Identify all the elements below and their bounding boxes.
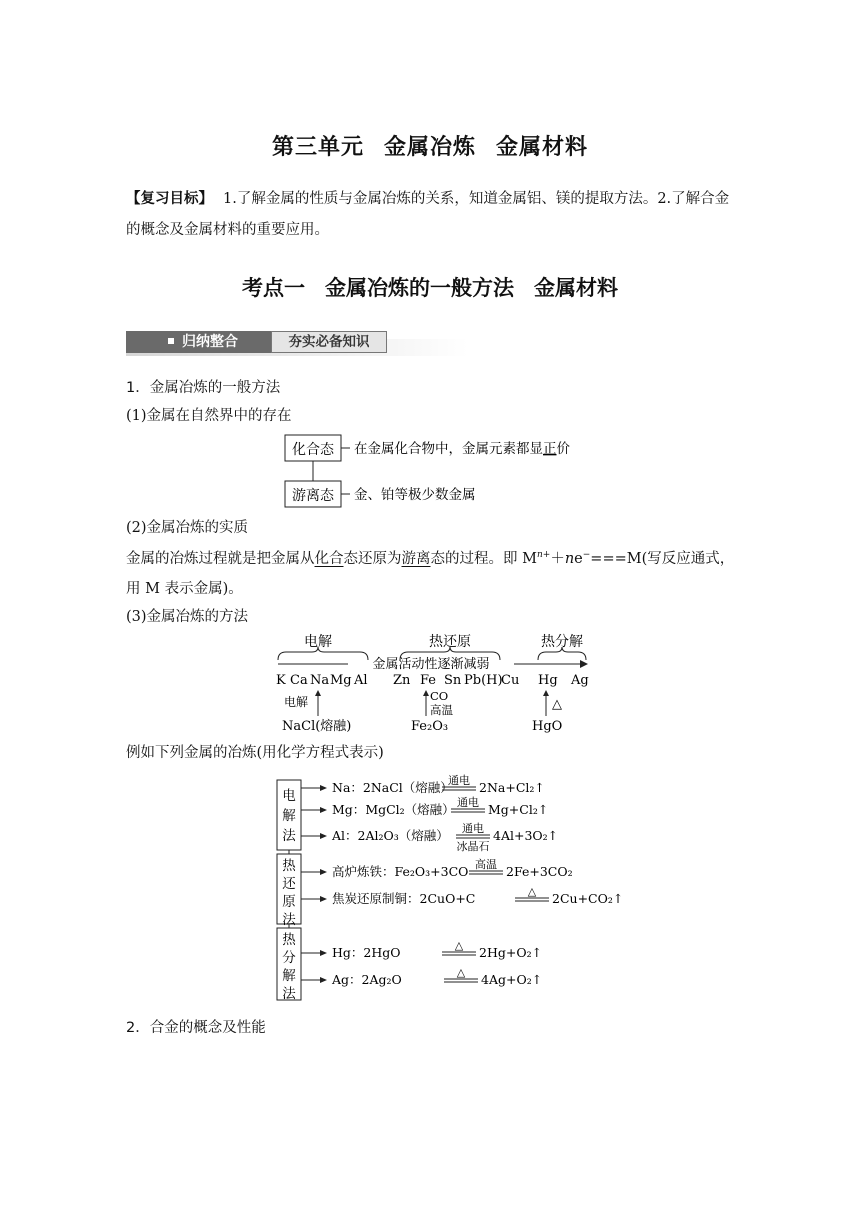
equation-right: 4Al+3O₂↑ (493, 828, 559, 843)
equation-right: 2Na+Cl₂↑ (479, 780, 545, 795)
title-part-1: 第三单元 (271, 135, 364, 160)
na-condition: 电解 (284, 695, 309, 709)
fe-reagent: CO (430, 689, 449, 703)
arrow-right-icon (320, 807, 327, 813)
equation-left: Ag：2Ag₂O (332, 972, 402, 987)
arrow-right-icon (320, 896, 327, 902)
banner-dark-label (126, 331, 271, 353)
group-label-thermal-decomposition: 热分解法 (282, 932, 296, 1002)
arrow-head-icon (580, 660, 588, 668)
smelting-methods-diagram (268, 630, 598, 736)
method-electrolysis: 电解 (304, 634, 332, 650)
page-title (0, 130, 860, 161)
equation-left: Hg：2HgO (332, 945, 401, 960)
review-goal-tag: 【复习目标】 (126, 191, 213, 207)
title-part-3: 金属材料 (496, 135, 589, 160)
summary-banner (126, 331, 468, 356)
subsection-2: (2)金属冶炼的实质 (126, 520, 249, 536)
condition-top: 通电 (448, 774, 470, 787)
equation-right: Mg+Cl₂↑ (488, 802, 549, 817)
condition-top: 通电 (457, 796, 479, 809)
arrow-right-icon (320, 950, 327, 956)
condition-top: △ (454, 939, 464, 952)
equation-left: Na：2NaCl（熔融） (332, 780, 453, 795)
section-heading-part-1: 考点一 (242, 276, 305, 300)
equation-right: 4Ag+O₂↑ (481, 972, 543, 987)
review-goal-text: 1.了解金属的性质与金属冶炼的关系，知道金属铝、镁的提取方法。2.了解合金的概念及金属材料的重要应用。 (126, 191, 730, 238)
arrow-up-icon (315, 690, 321, 696)
group-label-electrolysis: 电解法 (282, 788, 296, 844)
equation-rows (301, 773, 623, 987)
arrow-right-icon (320, 785, 327, 791)
keyword-free: 游离 (401, 550, 431, 567)
square-icon (168, 338, 174, 344)
section-heading-part-3: 金属材料 (534, 276, 618, 300)
arrow-up-icon (423, 690, 429, 696)
activity-arrow-label: 金属活动性逐渐减弱 (372, 657, 490, 672)
group-label-thermal-reduction: 热还原法 (282, 858, 296, 928)
arrow-right-icon (320, 869, 327, 875)
condition-top: 高温 (475, 858, 497, 871)
hg-condition: △ (552, 697, 562, 712)
example-intro: 例如下列金属的冶炼(用化学方程式表示) (126, 745, 384, 761)
equation-left: 焦炭还原制铜：2CuO+C (332, 891, 476, 906)
section-heading-part-2: 金属冶炼的一般方法 (325, 276, 514, 300)
condition-top: 通电 (462, 822, 484, 835)
equation-left: Al：2Al₂O₃（熔融） (332, 828, 449, 843)
fe-source: Fe₂O₃ (411, 719, 449, 734)
arrow-right-icon (320, 977, 327, 983)
hg-source: HgO (532, 719, 563, 734)
equation-right: 2Cu+CO₂↑ (552, 891, 624, 906)
method-thermal-decomposition: 热分解 (541, 634, 583, 650)
na-source: NaCl(熔融) (282, 719, 352, 734)
combined-state-label: 化合态 (292, 442, 334, 458)
condition-top: △ (527, 885, 537, 898)
free-state-desc: 金、铂等极少数金属 (354, 487, 476, 503)
subsection-3: (3)金属冶炼的方法 (126, 609, 249, 625)
metal-series: K Ca Na Mg Al Zn Fe Sn Pb(H) Cu Hg Ag (276, 673, 589, 688)
review-goal (126, 184, 736, 246)
combined-state-desc: 在金属化合物中，金属元素都显正价 (354, 441, 570, 457)
equation-right: 2Hg+O₂↑ (479, 945, 543, 960)
arrow-up-icon (543, 690, 549, 696)
equation-left: 高炉炼铁：Fe₂O₃+3CO (332, 864, 469, 879)
section-heading (0, 272, 860, 302)
equations-diagram (270, 770, 624, 1006)
title-part-2: 金属冶炼 (383, 135, 476, 160)
banner-dark-text: 归纳整合 (182, 334, 238, 350)
equation-left: Mg：MgCl₂（熔融） (332, 802, 455, 817)
fe-condition: 高温 (430, 703, 453, 717)
method-thermal-reduction: 热还原 (429, 634, 471, 650)
condition-top: △ (456, 966, 466, 979)
free-state-label: 游离态 (292, 488, 334, 504)
metal-state-diagram (270, 430, 600, 510)
subsection-1: (1)金属在自然界中的存在 (126, 408, 292, 424)
essence-paragraph: 金属的冶炼过程就是把金属从化合态还原为游离态的过程。即 $M^{n+}+ne^-===M$(写反应通式，用 M 表示金属)。 (126, 550, 735, 597)
arrow-right-icon (320, 833, 327, 839)
banner-light-label: 夯实必备知识 (271, 331, 387, 353)
condition-bottom: 冰晶石 (456, 840, 490, 853)
section-1-heading: 1．金属冶炼的一般方法 (126, 380, 281, 396)
keyword-combined: 化合 (314, 550, 344, 567)
section-2-heading: 2．合金的概念及性能 (126, 1020, 266, 1036)
equation-right: 2Fe+3CO₂ (506, 864, 573, 879)
